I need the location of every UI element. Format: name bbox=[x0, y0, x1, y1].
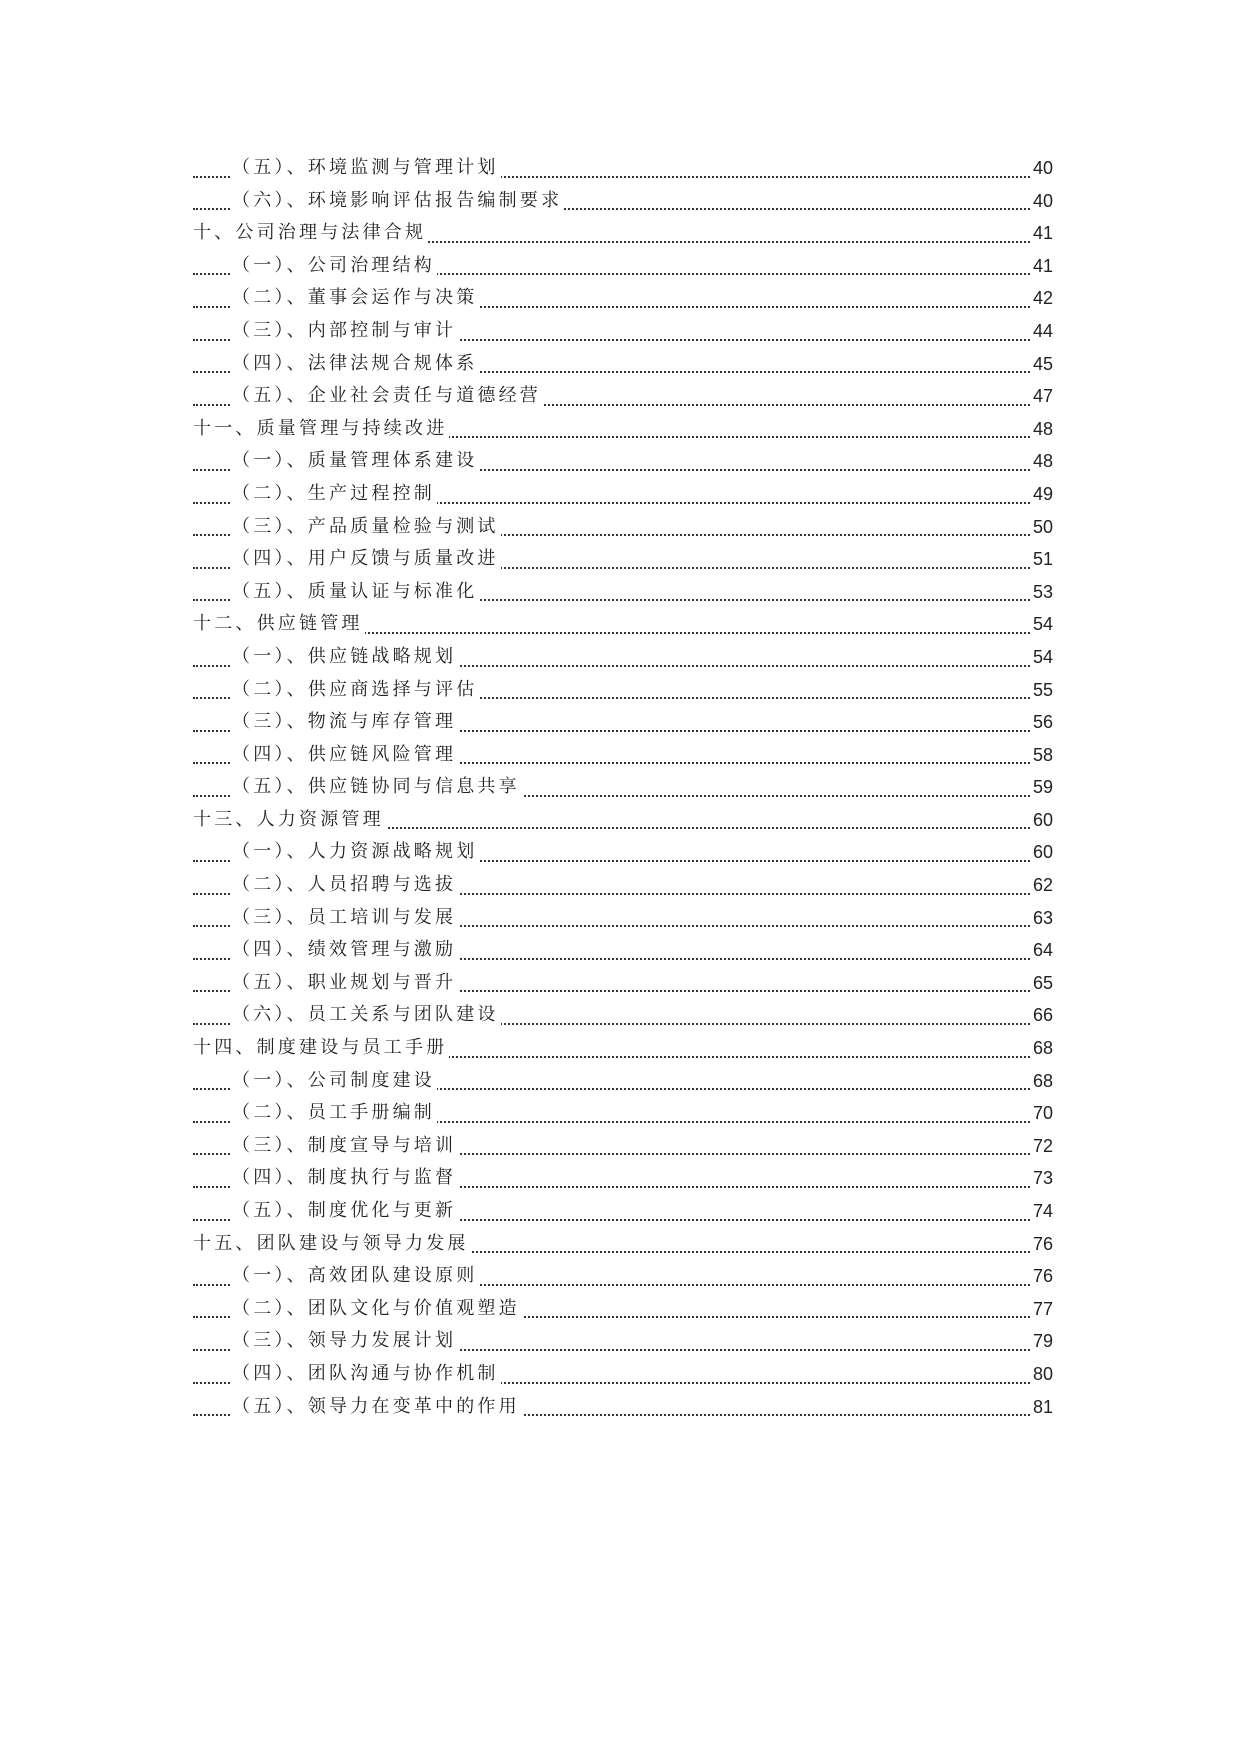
toc-page-number: 44 bbox=[1031, 315, 1053, 348]
toc-section-entry[interactable] bbox=[193, 543, 1053, 576]
toc-section-entry[interactable] bbox=[193, 1358, 1053, 1391]
toc-entry-title: （二）、人员招聘与选拔 bbox=[232, 869, 458, 902]
toc-section-entry[interactable] bbox=[193, 739, 1053, 772]
toc-page-number: 70 bbox=[1031, 1097, 1053, 1130]
toc-chapter-entry[interactable] bbox=[193, 1228, 1053, 1261]
toc-entry-title: （三）、产品质量检验与测试 bbox=[232, 511, 501, 544]
toc-page-number: 80 bbox=[1031, 1358, 1053, 1391]
toc-section-entry[interactable] bbox=[193, 380, 1053, 413]
toc-section-entry[interactable] bbox=[193, 902, 1053, 935]
toc-page-number: 77 bbox=[1031, 1293, 1053, 1326]
toc-section-entry[interactable] bbox=[193, 934, 1053, 967]
toc-page-number: 51 bbox=[1031, 543, 1053, 576]
toc-section-entry[interactable] bbox=[193, 1325, 1053, 1358]
toc-entry-title: 十、公司治理与法律合规 bbox=[193, 217, 428, 250]
toc-section-entry[interactable] bbox=[193, 706, 1053, 739]
toc-page-number: 73 bbox=[1031, 1162, 1053, 1195]
toc-entry-title: 十二、供应链管理 bbox=[193, 608, 365, 641]
toc-chapter-entry[interactable] bbox=[193, 804, 1053, 837]
toc-entry-title: （一）、公司治理结构 bbox=[232, 250, 437, 283]
toc-section-entry[interactable] bbox=[193, 836, 1053, 869]
toc-entry-title: （五）、职业规划与晋升 bbox=[232, 967, 458, 1000]
toc-page-number: 54 bbox=[1031, 641, 1053, 674]
toc-entry-title: 十三、人力资源管理 bbox=[193, 804, 386, 837]
toc-section-entry[interactable] bbox=[193, 478, 1053, 511]
toc-entry-title: （五）、领导力在变革中的作用 bbox=[232, 1391, 522, 1424]
toc-section-entry[interactable] bbox=[193, 445, 1053, 478]
toc-entry-title: （一）、公司制度建设 bbox=[232, 1065, 437, 1098]
toc-page-number: 60 bbox=[1031, 836, 1053, 869]
toc-entry-title: （三）、员工培训与发展 bbox=[232, 902, 458, 935]
toc-page-number: 40 bbox=[1031, 152, 1053, 185]
toc-section-entry[interactable] bbox=[193, 576, 1053, 609]
toc-entry-title: （二）、团队文化与价值观塑造 bbox=[232, 1293, 522, 1326]
toc-page-number: 47 bbox=[1031, 380, 1053, 413]
toc-entry-title: （二）、员工手册编制 bbox=[232, 1097, 437, 1130]
toc-entry-title: （六）、员工关系与团队建设 bbox=[232, 999, 501, 1032]
toc-page-number: 68 bbox=[1031, 1065, 1053, 1098]
toc-page-number: 76 bbox=[1031, 1228, 1053, 1261]
toc-page-number: 54 bbox=[1031, 608, 1053, 641]
toc-section-entry[interactable] bbox=[193, 152, 1053, 185]
toc-entry-title: （四）、法律法规合规体系 bbox=[232, 348, 479, 381]
toc-page-number: 48 bbox=[1031, 413, 1053, 446]
toc-page-number: 45 bbox=[1031, 348, 1053, 381]
toc-page-number: 79 bbox=[1031, 1325, 1053, 1358]
toc-section-entry[interactable] bbox=[193, 1195, 1053, 1228]
toc-page-number: 53 bbox=[1031, 576, 1053, 609]
toc-entry-title: （五）、质量认证与标准化 bbox=[232, 576, 479, 609]
toc-page-number: 66 bbox=[1031, 999, 1053, 1032]
toc-entry-title: （一）、质量管理体系建设 bbox=[232, 445, 479, 478]
toc-section-entry[interactable] bbox=[193, 641, 1053, 674]
toc-section-entry[interactable] bbox=[193, 282, 1053, 315]
toc-entry-title: （六）、环境影响评估报告编制要求 bbox=[232, 185, 564, 218]
toc-entry-title: （四）、团队沟通与协作机制 bbox=[232, 1358, 501, 1391]
toc-page-number: 62 bbox=[1031, 869, 1053, 902]
toc-entry-title: （一）、供应链战略规划 bbox=[232, 641, 458, 674]
toc-section-entry[interactable] bbox=[193, 869, 1053, 902]
toc-section-entry[interactable] bbox=[193, 1097, 1053, 1130]
toc-entry-title: 十五、团队建设与领导力发展 bbox=[193, 1228, 471, 1261]
toc-section-entry[interactable] bbox=[193, 999, 1053, 1032]
toc-section-entry[interactable] bbox=[193, 1065, 1053, 1098]
toc-entry-title: （五）、企业社会责任与道德经营 bbox=[232, 380, 543, 413]
toc-section-entry[interactable] bbox=[193, 1391, 1053, 1424]
toc-page-number: 40 bbox=[1031, 185, 1053, 218]
toc-entry-title: （五）、制度优化与更新 bbox=[232, 1195, 458, 1228]
toc-section-entry[interactable] bbox=[193, 1293, 1053, 1326]
toc-section-entry[interactable] bbox=[193, 185, 1053, 218]
toc-page-number: 48 bbox=[1031, 445, 1053, 478]
toc-section-entry[interactable] bbox=[193, 348, 1053, 381]
toc-page-number: 65 bbox=[1031, 967, 1053, 1000]
toc-chapter-entry[interactable] bbox=[193, 217, 1053, 250]
toc-entry-title: （三）、制度宣导与培训 bbox=[232, 1130, 458, 1163]
toc-entry-title: （五）、供应链协同与信息共享 bbox=[232, 771, 522, 804]
toc-page-number: 74 bbox=[1031, 1195, 1053, 1228]
toc-page-number: 72 bbox=[1031, 1130, 1053, 1163]
table-of-contents bbox=[193, 152, 1053, 1423]
toc-page-number: 60 bbox=[1031, 804, 1053, 837]
toc-section-entry[interactable] bbox=[193, 967, 1053, 1000]
toc-chapter-entry[interactable] bbox=[193, 1032, 1053, 1065]
toc-page-number: 56 bbox=[1031, 706, 1053, 739]
toc-section-entry[interactable] bbox=[193, 315, 1053, 348]
toc-entry-title: （二）、生产过程控制 bbox=[232, 478, 437, 511]
toc-page-number: 55 bbox=[1031, 674, 1053, 707]
toc-entry-title: （一）、人力资源战略规划 bbox=[232, 836, 479, 869]
toc-entry-title: （四）、用户反馈与质量改进 bbox=[232, 543, 501, 576]
toc-entry-title: （三）、领导力发展计划 bbox=[232, 1325, 458, 1358]
toc-section-entry[interactable] bbox=[193, 250, 1053, 283]
toc-page-number: 63 bbox=[1031, 902, 1053, 935]
toc-section-entry[interactable] bbox=[193, 1260, 1053, 1293]
toc-section-entry[interactable] bbox=[193, 674, 1053, 707]
toc-section-entry[interactable] bbox=[193, 771, 1053, 804]
toc-entry-title: 十一、质量管理与持续改进 bbox=[193, 413, 449, 446]
toc-section-entry[interactable] bbox=[193, 1130, 1053, 1163]
toc-page-number: 41 bbox=[1031, 217, 1053, 250]
toc-page-number: 76 bbox=[1031, 1260, 1053, 1293]
toc-entry-title: （二）、董事会运作与决策 bbox=[232, 282, 479, 315]
toc-page-number: 68 bbox=[1031, 1032, 1053, 1065]
toc-page-number: 58 bbox=[1031, 739, 1053, 772]
toc-page-number: 41 bbox=[1031, 250, 1053, 283]
toc-chapter-entry[interactable] bbox=[193, 413, 1053, 446]
toc-page-number: 50 bbox=[1031, 511, 1053, 544]
toc-page-number: 49 bbox=[1031, 478, 1053, 511]
toc-page-number: 64 bbox=[1031, 934, 1053, 967]
toc-entry-title: （一）、高效团队建设原则 bbox=[232, 1260, 479, 1293]
toc-section-entry[interactable] bbox=[193, 511, 1053, 544]
toc-entry-title: （四）、绩效管理与激励 bbox=[232, 934, 458, 967]
toc-entry-title: （四）、供应链风险管理 bbox=[232, 739, 458, 772]
toc-entry-title: （二）、供应商选择与评估 bbox=[232, 674, 479, 707]
toc-entry-title: （五）、环境监测与管理计划 bbox=[232, 152, 501, 185]
toc-entry-title: （四）、制度执行与监督 bbox=[232, 1162, 458, 1195]
toc-page-number: 81 bbox=[1031, 1391, 1053, 1424]
toc-chapter-entry[interactable] bbox=[193, 608, 1053, 641]
toc-page-number: 42 bbox=[1031, 282, 1053, 315]
toc-entry-title: （三）、内部控制与审计 bbox=[232, 315, 458, 348]
toc-section-entry[interactable] bbox=[193, 1162, 1053, 1195]
toc-entry-title: （三）、物流与库存管理 bbox=[232, 706, 458, 739]
toc-entry-title: 十四、制度建设与员工手册 bbox=[193, 1032, 449, 1065]
toc-page-number: 59 bbox=[1031, 771, 1053, 804]
